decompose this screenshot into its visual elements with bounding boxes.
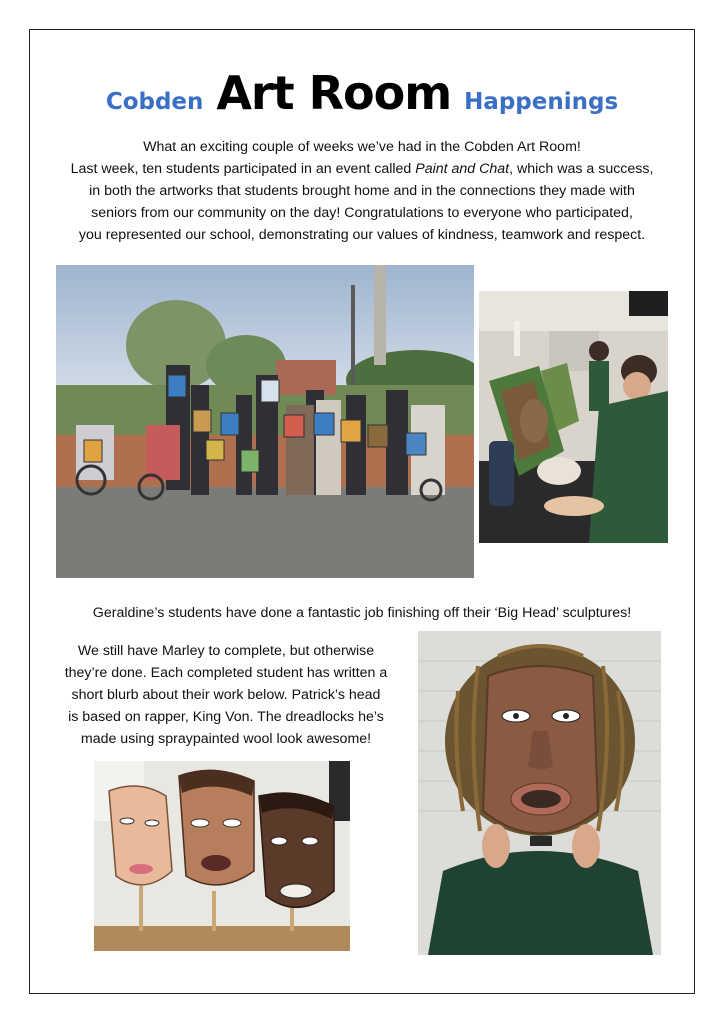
event-name: Paint and Chat [415,161,510,177]
intro-line: in both the artworks that students brought home and in the connections they made with [89,183,635,199]
intro-line: you represented our school, demonstrating our values of kindness, teamwork and respect. [78,227,646,243]
intro-text: Last week, ten students participated in an event called [70,161,416,177]
sculptures-line: short blurb about their work below. Patrick’s head [71,687,381,703]
title-happenings: Happenings [464,89,619,115]
sculptures-line: they’re done. Each completed student has written a [64,665,388,681]
title-art-room: Art Room [216,66,452,120]
intro-line: What an exciting couple of weeks we’ve had in the Cobden Art Room! [143,139,581,155]
intro-paragraph [36,136,688,246]
group-photo [56,265,474,578]
big-head-sculptures-photo [94,761,350,951]
dreadlock-head-photo [418,631,661,955]
sculptures-caption: Geraldine’s students have done a fantastic job finishing off their ‘Big Head’ sculptures! [92,605,632,621]
sculptures-line: We still have Marley to complete, but otherwise [77,643,375,659]
newsletter-title [30,66,694,120]
intro-line [36,158,688,180]
sculptures-line: is based on rapper, King Von. The dreadlocks he’s [68,709,384,725]
intro-line: seniors from our community on the day! Congratulations to everyone who participated, [91,205,633,221]
sculptures-paragraph [40,640,412,750]
painting-students-photo [479,291,668,543]
sculptures-line: made using spraypainted wool look awesome! [80,731,372,747]
intro-text: , which was a success, [509,161,654,177]
title-cobden: Cobden [105,89,204,115]
